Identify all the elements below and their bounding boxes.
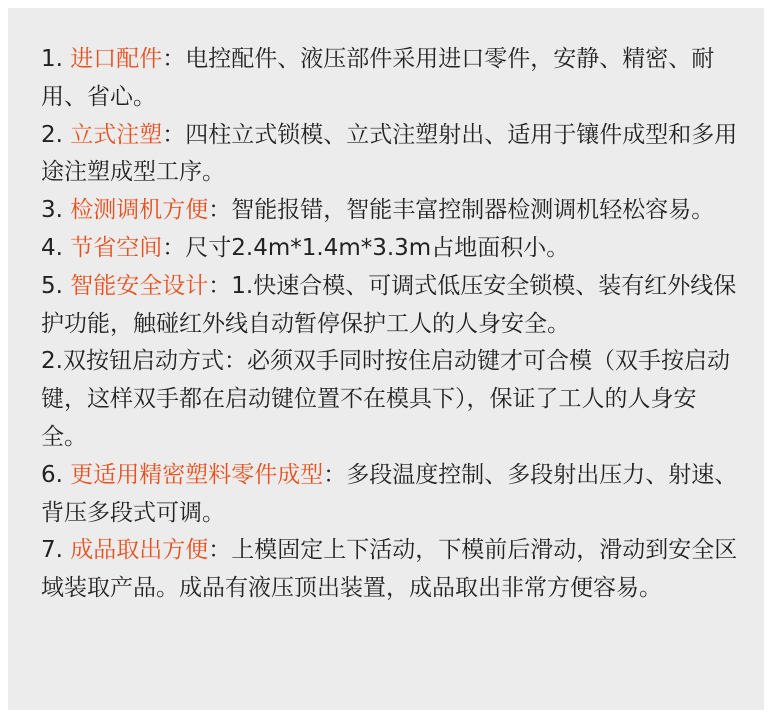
item-number: 4. xyxy=(41,234,71,261)
item-title: 智能安全设计 xyxy=(70,272,209,299)
item-text: 2.双按钮启动方式：必须双手同时按住启动键才可合模（双手按启动键，这样双手都在启动键位置不在模具下），保证了工人的人身安全。 xyxy=(41,348,730,450)
feature-item-easy-removal xyxy=(41,532,741,608)
item-text: ：多段温度控制、多段射出压力、射速、背压多段式可调。 xyxy=(41,461,738,526)
item-number: 2. xyxy=(41,121,71,148)
item-text: ：电控配件、液压部件采用进口零件，安静、精密、耐用、省心。 xyxy=(41,46,715,110)
feature-subitem-two-hand-start xyxy=(41,343,741,456)
feature-item-space-saving xyxy=(41,230,741,268)
item-title: 进口配件 xyxy=(70,46,163,72)
feature-item-easy-debugging xyxy=(41,192,741,230)
item-text: ：尺寸2.4m*1.4m*3.3m占地面积小。 xyxy=(162,234,570,261)
item-number: 7. xyxy=(41,537,71,564)
item-title: 节省空间 xyxy=(70,234,163,261)
feature-list xyxy=(41,41,741,608)
item-title: 立式注塑 xyxy=(70,121,163,148)
feature-item-imported-parts xyxy=(41,41,741,117)
item-number: 5. xyxy=(41,272,71,299)
item-title: 检测调机方便 xyxy=(70,197,209,224)
item-text: ：四柱立式锁模、立式注塑射出、适用于镶件成型和多用途注塑成型工序。 xyxy=(41,121,738,186)
item-text: ：1.快速合模、可调式低压安全锁模、装有红外线保护功能，触碰红外线自动暂停保护工人的人身安全。 xyxy=(41,272,737,337)
item-number: 3. xyxy=(41,197,71,224)
feature-item-vertical-injection xyxy=(41,117,741,193)
item-text: ：上模固定上下活动，下模前后滑动，滑动到安全区域装取产品。成品有液压顶出装置，成品取出非常方便容易。 xyxy=(41,537,738,602)
item-title: 成品取出方便 xyxy=(70,537,209,564)
item-title: 更适用精密塑料零件成型 xyxy=(70,461,324,488)
feature-item-precision-parts xyxy=(41,457,741,533)
item-number: 1. xyxy=(41,46,71,72)
item-text: ：智能报错，智能丰富控制器检测调机轻松容易。 xyxy=(208,197,715,224)
feature-item-safety-design xyxy=(41,268,741,344)
item-number: 6. xyxy=(41,461,71,488)
content-panel xyxy=(8,8,764,710)
